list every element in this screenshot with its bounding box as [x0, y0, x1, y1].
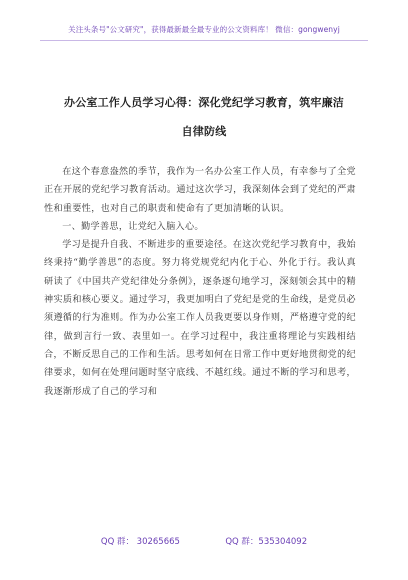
footer-qq-group-2: QQ 群：535304092 [225, 537, 308, 547]
footer-qq-group-1: QQ 群： 30265665 [100, 537, 180, 547]
header-divider [40, 40, 368, 41]
header-banner: 关注头条号"公文研究"，获得最新最全最专业的公文资料库！ 微信：gongwenyj [68, 25, 340, 34]
document-body [44, 163, 356, 401]
document-title: 办公室工作人员学习心得：深化党纪学习教育，筑牢廉洁 [64, 96, 344, 109]
section-heading: 一、勤学善思，让党纪入脑入心。 [62, 221, 204, 232]
footer [0, 535, 408, 547]
document-title-continuation: 自律防线 [181, 125, 227, 138]
paragraph-intro: 在这个春意盎然的季节，我作为一名办公室工作人员，有幸参与了全党正在开展的党纪学习教育活动。通过这次学习，我深刻体会到了党纪的严肃性和重要性，也对自己的职责和使命有了更加清晰的认识。 [44, 167, 356, 214]
paragraph-study: 学习是提升自我、不断进步的重要途径。在这次党纪学习教育中，我始终秉持“勤学善思”的态度。努力将党规党纪内化于心、外化于行。我认真研读了《中国共产党纪律处分条例》，逐条逐句地学习，深刻领会其中的精神实质和核心要义。通过学习，我更加明白了党纪是党的生命线，是党员必须遵循的行为准则。作为办公室工作人员我更要以身作则，严格遵守党的纪律，做到言行一致、表里如一。在学习过程中，我注重将理论与实践相结合，不断反思自己的工作和生活。思考如何在日常工作中更好地贯彻党的纪律要求，如何在处理问题时坚守底线、不越红线。通过不断的学习和思考，我逐渐形成了自己的学习和 [44, 240, 356, 397]
